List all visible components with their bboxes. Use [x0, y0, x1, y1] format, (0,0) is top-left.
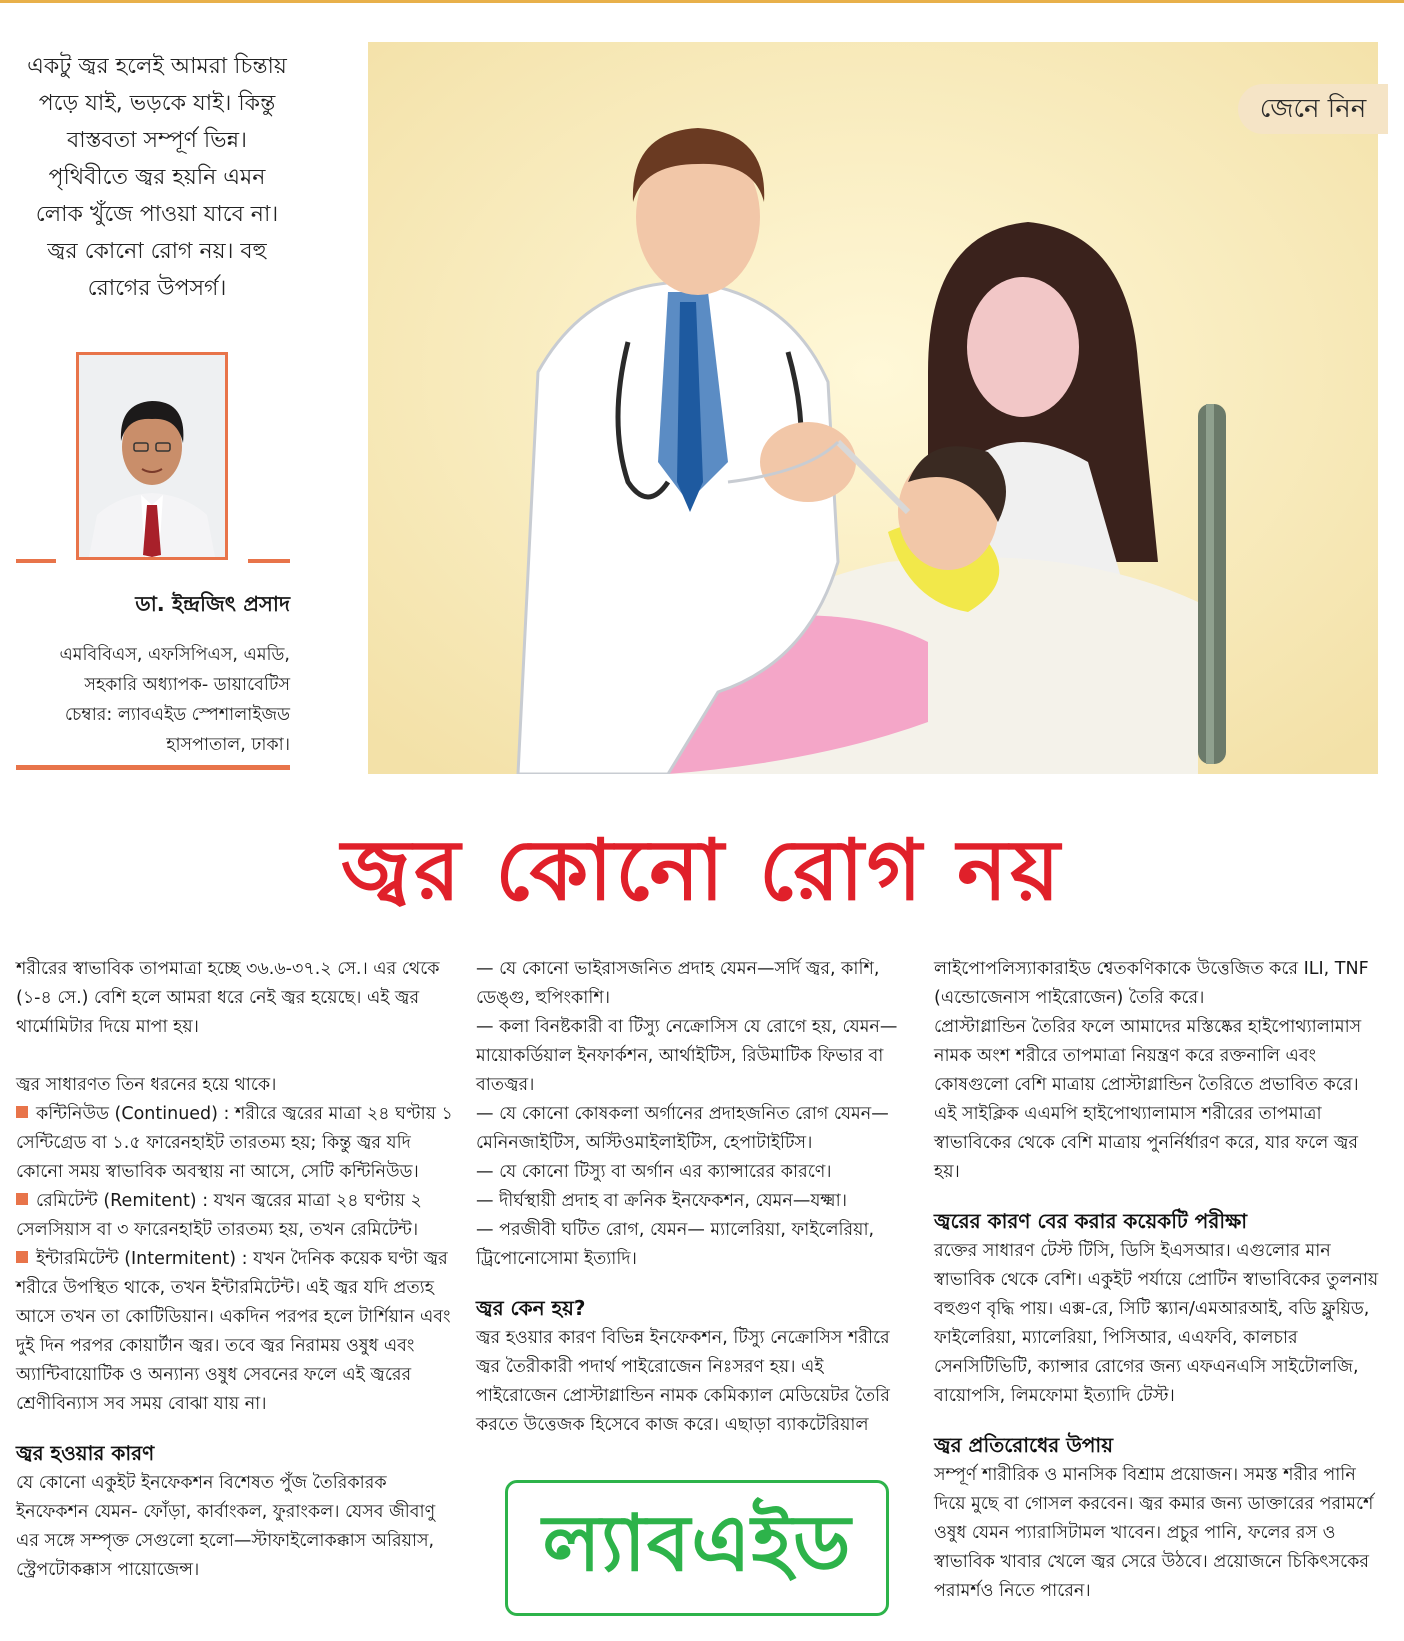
paragraph: রক্তের সাধারণ টেস্ট টিসি, ডিসি ইএসআর। এগুলোর মান স্বাভাবিক থেকে বেশি। একুইট পর্যায়ে প্রোটিন স্বাভাবিকের তুলনায় বহুগুণ বৃদ্ধি পায়। এক্স-রে, সিটি স্ক্যান/এমআরআই, বডি ফ্লুয়িড, ফাইলেরিয়া, ম্যালেরিয়া, পিসিআর, এএফবি, কালচার সেনসিটিভিটি, ক্যান্সার রোগের জন্য এফএনএসি সাইটোলজি, বায়োপসি, লিমফোমা ইত্যাদি টেস্ট। [934, 1241, 1379, 1406]
bullet-text: ইন্টারমিটেন্ট (Intermitent) : যখন দৈনিক কয়েক ঘণ্টা জ্বর শরীরে উপস্থিত থাকে, তখন ইন্টারমিটেন্ট। এই জ্বর যদি প্রত্যহ আসে তখন তা কোটিডিয়ান। একদিন পরপর হলে টার্শিয়ান এবং দুই দিন পরপর কোয়ার্টান জ্বর। তবে জ্বর নিরাময় ওষুধ এবং অ্যান্টিবায়োটিক ও অন্যান্য ওষুধ সেবনের ফলে এই জ্বরের শ্রেণীবিন্যাস সব সময় বোঝা যায় না। [16, 1249, 451, 1414]
paragraph: প্রোস্টাগ্লান্ডিন তৈরির ফলে আমাদের মস্তিষ্কের হাইপোথ্যালামাস নামক অংশ শরীরে তাপমাত্রা নিয়ন্ত্রণ করে রক্তনালি এবং কোষগুলো বেশি মাত্রায় প্রোস্টাগ্লান্ডিন তৈরিতে প্রভাবিত করে। এই সাইক্লিক এএমপি হাইপোথ্যালামাস শরীরের তাপমাত্রা স্বাভাবিকের থেকে বেশি মাত্রায় পুনর্নির্ধারণ করে, যার ফলে জ্বর হয়। [934, 1017, 1362, 1182]
column-1 [16, 955, 456, 1585]
paragraph: জ্বর হওয়ার কারণ বিভিন্ন ইনফেকশন, টিস্যু নেক্রোসিস শরীরে জ্বর তৈরীকারী পদার্থ পাইরোজেন নিঃসরণ হয়। এই পাইরোজেন প্রোস্টাগ্লান্ডিন নামক কেমিক্যাল মেডিয়েটর তৈরি করতে উত্তেজক হিসেবে কাজ করে। এছাড়া ব্যাকটেরিয়াল [476, 1328, 890, 1435]
author-name: ডা. ইন্দ্রজিৎ প্রসাদ [135, 592, 290, 616]
accent-rule [16, 559, 56, 563]
top-rule [0, 0, 1404, 3]
know-more-badge: জেনে নিন [1238, 84, 1388, 134]
list-item: — পরজীবী ঘটিত রোগ, যেমন— ম্যালেরিয়া, ফাইলেরিয়া, ট্রিপোনোসোমা ইত্যাদি। [476, 1220, 875, 1269]
list-item: — যে কোনো কোষকলা অর্গানের প্রদাহজনিত রোগ যেমন—মেনিনজাইটিস, অস্টিওমাইলাইটিস, হেপাটাইটিস। [476, 1104, 889, 1153]
labaid-logo [505, 1480, 889, 1616]
bullet-square-icon [16, 1106, 28, 1118]
credential-line: হাসপাতাল, ঢাকা। [166, 735, 290, 755]
intro-line: জ্বর কোনো রোগ নয়। বহু [47, 239, 267, 264]
intro-text [14, 48, 300, 307]
bullet-square-icon [16, 1193, 28, 1205]
bullet-text: রেমিটেন্ট (Remitent) : যখন জ্বরের মাত্রা ২৪ ঘণ্টায় ২ সেলসিয়াস বা ৩ ফারেনহাইট তারতম্য হয়, তখন রেমিটেন্ট। [16, 1191, 422, 1240]
bullet-text: কন্টিনিউড (Continued) : শরীরে জ্বরের মাত্রা ২৪ ঘণ্টায় ১ সেন্টিগ্রেড বা ১.৫ ফারেনহাইট তারতম্য হয়; কিন্তু জ্বর যদি কোনো সময় স্বাভাবিক অবস্থায় না আসে, সেটি কন্টিনিউড। [16, 1104, 453, 1182]
column-3 [934, 955, 1384, 1606]
author-photo [76, 352, 228, 560]
column-2 [476, 955, 904, 1440]
author-credentials [14, 640, 290, 760]
subheading: জ্বর প্রতিরোধের উপায় [934, 1433, 1113, 1457]
intro-line: রোগের উপসর্গ। [87, 276, 227, 301]
credential-line: সহকারি অধ্যাপক- ডায়াবেটিস [84, 675, 290, 695]
intro-line: পৃথিবীতে জ্বর হয়নি এমন [48, 165, 266, 190]
intro-line: বাস্তবতা সম্পূর্ণ ভিন্ন। [66, 128, 247, 153]
paragraph: শরীরের স্বাভাবিক তাপমাত্রা হচ্ছে ৩৬.৬-৩৭.২ সে.। এর থেকে (১-৪ সে.) বেশি হলে আমরা ধরে নেই জ্বর হয়েছে। এই জ্বর থার্মোমিটার দিয়ে মাপা হয়। [16, 959, 440, 1037]
doctor-patient-illustration [368, 42, 1378, 774]
credential-line: চেম্বার: ল্যাবএইড স্পেশালাইজড [64, 705, 290, 725]
paragraph: যে কোনো একুইট ইনফেকশন বিশেষত পুঁজ তৈরিকারক ইনফেকশন যেমন- ফোঁড়া, কার্বাংকল, ফুরাংকল। যেসব জীবাণু এর সঙ্গে সম্পৃক্ত সেগুলো হলো—স্টাফাইলোকক্কাস অরিয়াস, স্ট্রেপটোকক্কাস পায়োজেন্স। [16, 1473, 436, 1580]
bullet-item [16, 1245, 456, 1419]
credential-line: এমবিবিএস, এফসিপিএস, এমডি, [59, 645, 290, 665]
bullet-item [16, 1100, 456, 1187]
paragraph: জ্বর সাধারণত তিন ধরনের হয়ে থাকে। [16, 1075, 277, 1095]
bullet-square-icon [16, 1251, 28, 1263]
author-portrait [79, 355, 225, 557]
intro-line: একটু জ্বর হলেই আমরা চিন্তায় [27, 54, 287, 79]
list-item: — দীর্ঘস্থায়ী প্রদাহ বা ক্রনিক ইনফেকশন, যেমন—যক্ষ্মা। [476, 1191, 847, 1211]
headline: জ্বর কোনো রোগ নয় [341, 821, 1063, 919]
illustration-art [368, 42, 1378, 774]
bullet-item [16, 1187, 456, 1245]
list-item: — যে কোনো টিস্যু বা অর্গান এর ক্যান্সারের কারণে। [476, 1162, 832, 1182]
intro-line: পড়ে যাই, ভড়কে যাই। কিন্তু [38, 91, 276, 116]
subheading: জ্বর হওয়ার কারণ [16, 1441, 155, 1465]
accent-rule [248, 559, 290, 563]
subheading: জ্বর কেন হয়? [476, 1296, 586, 1320]
subheading: জ্বরের কারণ বের করার কয়েকটি পরীক্ষা [934, 1209, 1248, 1233]
list-item: — কলা বিনষ্টকারী বা টিস্যু নেক্রোসিস যে রোগে হয়, যেমন— মায়োকর্ডিয়াল ইনফার্কশন, আর্থাইটিস, রিউমাটিক ফিভার বা বাতজ্বর। [476, 1017, 898, 1095]
intro-line: লোক খুঁজে পাওয়া যাবে না। [35, 202, 279, 227]
logo-text: ল্যাবএইড [542, 1499, 852, 1589]
list-item: — যে কোনো ভাইরাসজনিত প্রদাহ যেমন—সর্দি জ্বর, কাশি, ডেঙ্গু, হুপিংকাশি। [476, 959, 880, 1008]
author-bottom-rule [16, 765, 290, 770]
paragraph: লাইপোপলিস্যাকারাইড শ্বেতকণিকাকে উত্তেজিত করে ILI, TNF (এন্ডোজেনাস পাইরোজেন) তৈরি করে। [934, 959, 1369, 1008]
paragraph: সম্পূর্ণ শারীরিক ও মানসিক বিশ্রাম প্রয়োজন। সমস্ত শরীর পানি দিয়ে মুছে বা গোসল করবেন। জ্বর কমার জন্য ডাক্তারের পরামর্শে ওষুধ যেমন প্যারাসিটামল খাবেন। প্রচুর পানি, ফলের রস ও স্বাভাবিক খাবার খেলে জ্বর সেরে উঠবে। প্রয়োজনে চিকিৎসকের পরামর্শও নিতে পারেন। [934, 1465, 1374, 1601]
